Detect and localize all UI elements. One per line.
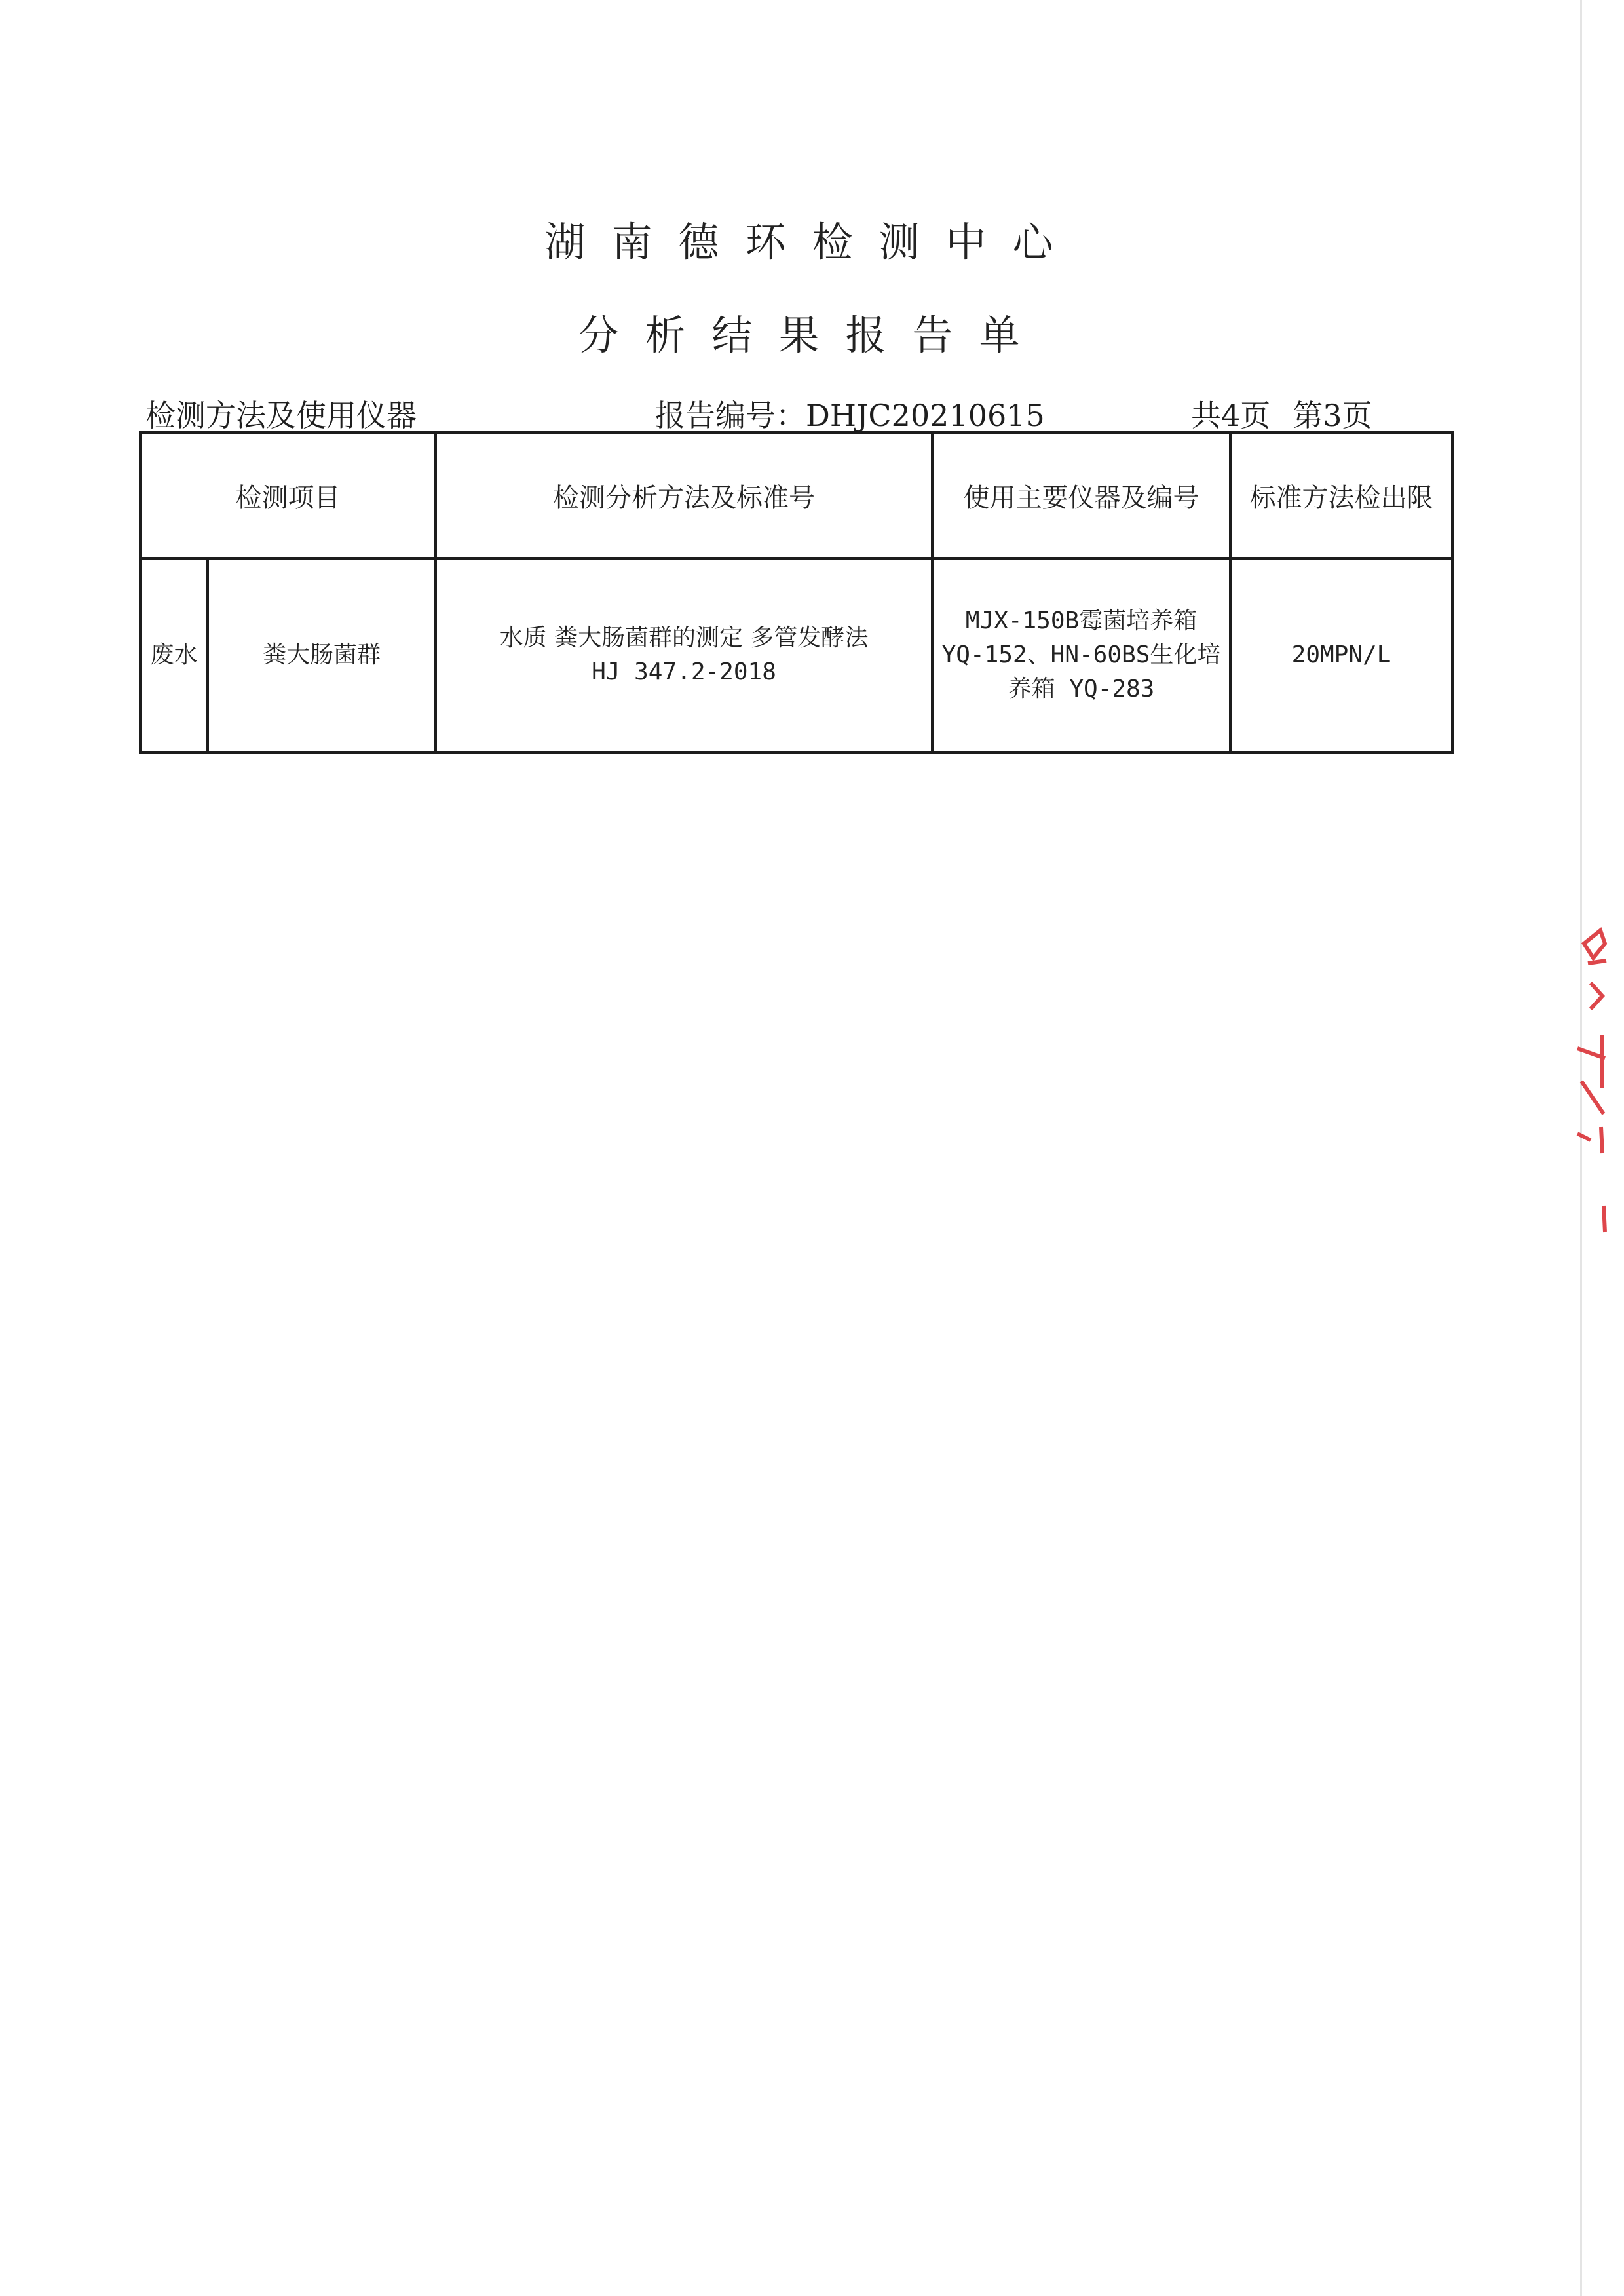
cell-category: 废水 <box>140 558 208 752</box>
red-seal-stamp-fragment <box>1564 917 1610 1245</box>
total-pages: 共4页 <box>1191 398 1271 433</box>
method-text: 水质 粪大肠菌群的测定 多管发酵法 <box>499 624 869 651</box>
cell-instrument <box>932 558 1230 752</box>
document-title: 分析结果报告单 <box>578 311 1046 359</box>
results-table <box>139 431 1454 754</box>
page-indicator <box>1191 392 1372 435</box>
section-label: 检测方法及使用仪器 <box>145 398 417 433</box>
current-page: 第3页 <box>1293 398 1372 433</box>
report-number: 报告编号：DHJC20210615 <box>655 398 1045 433</box>
cell-method <box>436 558 932 752</box>
cell-item: 粪大肠菌群 <box>208 558 436 752</box>
organization-title: 湖南德环检测中心 <box>544 218 1080 266</box>
table-header-row <box>140 432 1452 558</box>
header-method: 检测分析方法及标准号 <box>436 432 932 558</box>
method-standard: HJ 347.2-2018 <box>592 659 776 685</box>
table-row <box>140 558 1452 752</box>
instrument-line: YQ-152、HN-60BS生化培 <box>941 641 1221 668</box>
header-limit: 标准方法检出限 <box>1230 432 1452 558</box>
cell-limit: 20MPN/L <box>1230 558 1452 752</box>
instrument-line: 养箱 YQ-283 <box>1008 676 1155 702</box>
header-item: 检测项目 <box>140 432 436 558</box>
instrument-line: MJX-150B霉菌培养箱 <box>965 607 1198 634</box>
header-instrument: 使用主要仪器及编号 <box>932 432 1230 558</box>
